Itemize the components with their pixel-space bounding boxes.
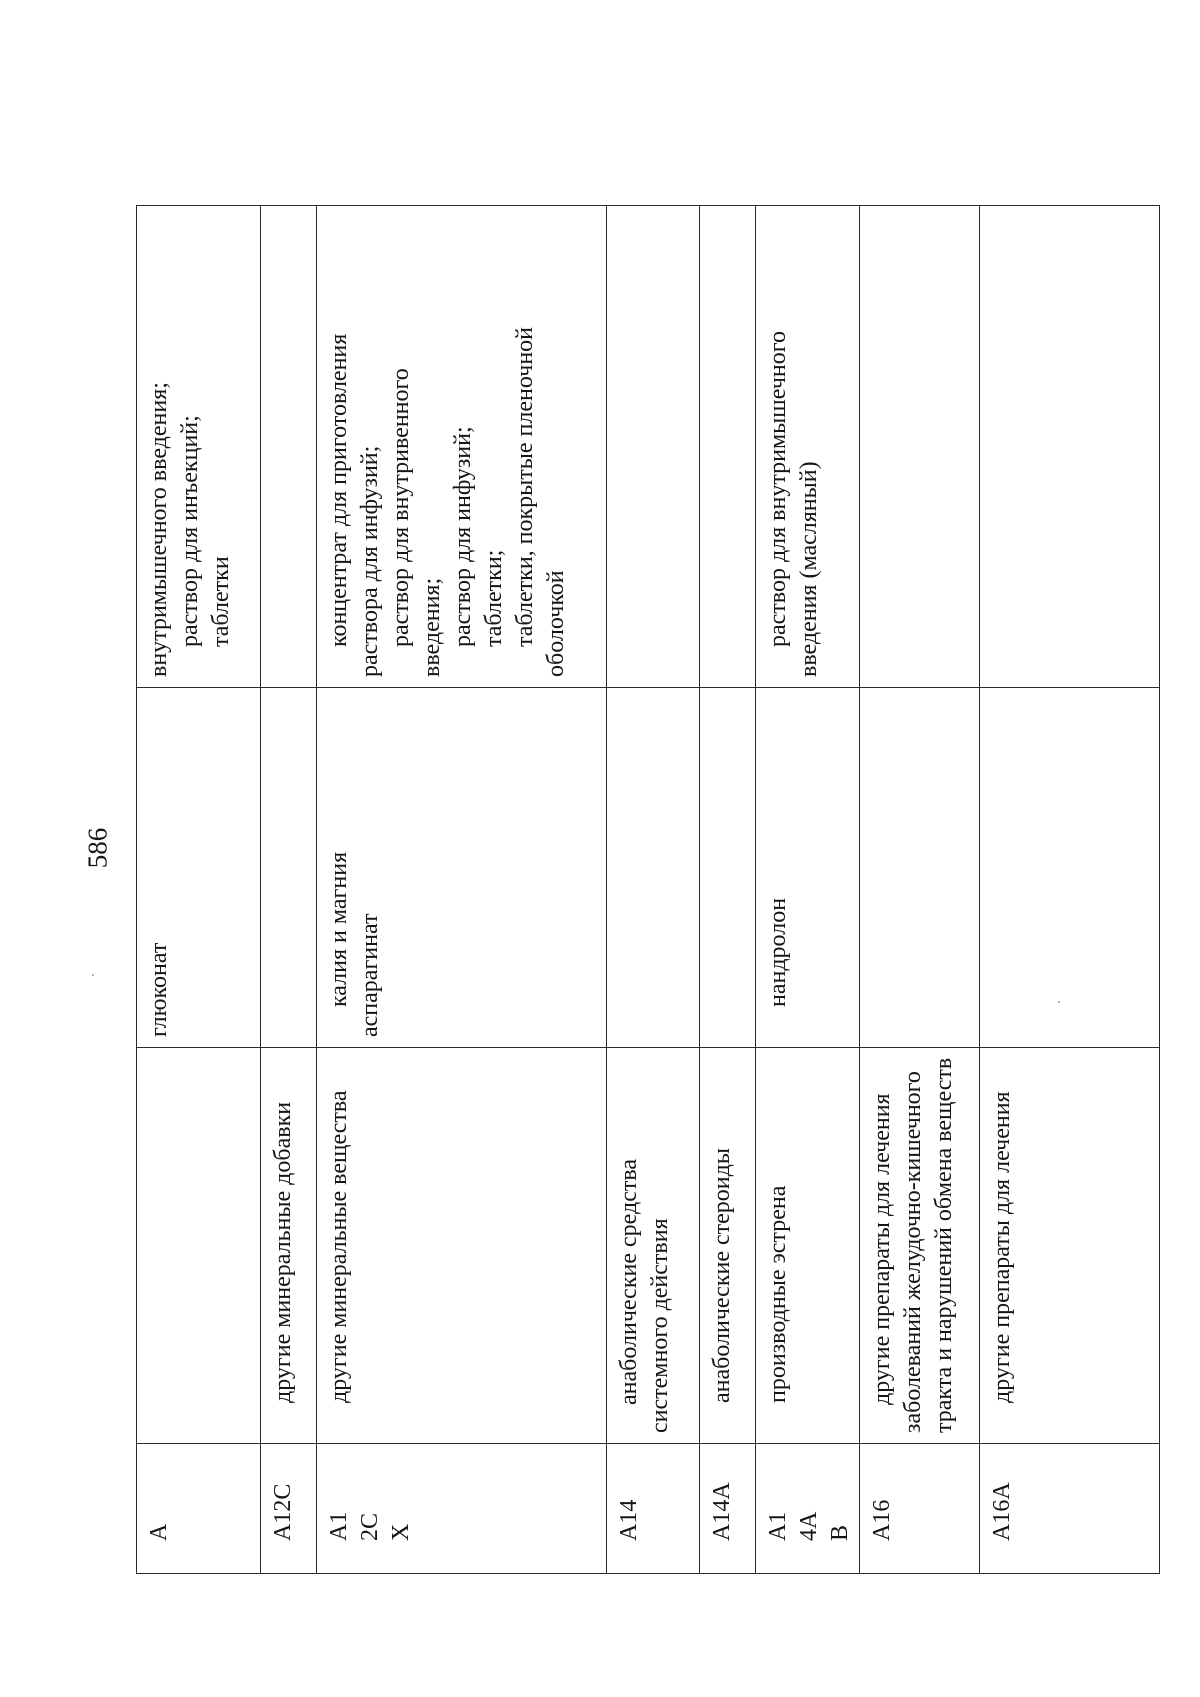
dosage-form-line: таблетки; [481,549,507,647]
atc-code-cell [980,1444,1160,1574]
atc-code-cell [860,1444,980,1574]
group-cell [756,1048,860,1444]
table-row [860,206,980,1574]
atc-code-cell [137,1444,261,1574]
group-cell [137,1048,261,1444]
dosage-form-line: внутримышечного введения; [146,382,172,677]
dosage-form-cell [317,206,607,688]
dosage-form-line: введения (масляный) [796,461,822,677]
atc-code-cell [700,1444,756,1574]
table-row [756,206,860,1574]
dosage-form-line: раствор для внутримышечного [765,331,791,647]
drug-name-line: калия и магния [326,851,352,1007]
group-cell [261,1048,317,1444]
table-row [317,206,607,1574]
group-name: другие препараты для лечения заболеваний желудочно-кишечного тракта и нарушений обмена веществ [869,1057,957,1433]
page-number-text: 586 [82,827,113,869]
atc-code: A16 [869,1499,895,1541]
group-name: производные эстрена [765,1185,791,1403]
drug-name-line: аспарагинат [357,913,383,1037]
atc-code: A14A [709,1482,735,1541]
table-row [700,206,756,1574]
atc-code-cell [756,1444,860,1574]
dosage-form-line: концентрат для приготовления [326,333,352,647]
drug-classification-table [136,205,1160,1574]
table-row [261,206,317,1574]
table-row [607,206,700,1574]
drug-name-cell [756,688,860,1048]
dosage-form-line: раствор для внутривенного [388,368,414,647]
drug-name-cell [607,688,700,1048]
group-cell [317,1048,607,1444]
atc-code: A12CX [326,1511,414,1541]
dosage-form-line: раствор для инфузий; [450,426,476,647]
dosage-form-line: раствор для инъекций; [177,415,203,647]
atc-code: A14AB [765,1511,853,1541]
atc-code-cell [261,1444,317,1574]
dosage-form-line: оболочкой [543,570,569,677]
dosage-form-cell [860,206,980,688]
table-row [980,206,1160,1574]
atc-code: A [146,1523,172,1541]
dosage-form-line: таблетки, покрытые пленочной [512,326,538,647]
drug-name-cell [261,688,317,1048]
dosage-form-cell [607,206,700,688]
table-row [137,206,261,1574]
dosage-form-line: раствора для инфузий; [357,445,383,677]
group-cell [980,1048,1160,1444]
dosage-form-cell [261,206,317,688]
atc-code: A12C [270,1483,296,1541]
group-name: другие минеральные вещества [326,1090,352,1403]
drug-name-cell [700,688,756,1048]
rotated-table-container [136,206,1150,1574]
atc-code: A16A [989,1482,1015,1541]
drug-name-line: глюконат [146,942,172,1037]
drug-name-cell [137,688,261,1048]
group-cell [700,1048,756,1444]
drug-name-cell [980,688,1160,1048]
group-name: другие минеральные добавки [270,1101,296,1403]
dosage-form-cell [980,206,1160,688]
group-name: анаболические стероиды [709,1148,735,1403]
dosage-form-line: таблетки [208,556,234,647]
group-name: другие препараты для лечения [989,1091,1015,1403]
dosage-form-cell [756,206,860,688]
scan-speck [92,974,94,976]
atc-code: A14 [616,1499,642,1541]
dosage-form-cell [137,206,261,688]
drug-name-line: нандролон [765,897,791,1007]
group-cell [607,1048,700,1444]
drug-name-cell [860,688,980,1048]
drug-name-cell [317,688,607,1048]
atc-code-cell [317,1444,607,1574]
atc-code-cell [607,1444,700,1574]
group-name: анаболические средства системного действия [616,1159,673,1433]
group-cell [860,1048,980,1444]
dosage-form-cell [700,206,756,688]
dosage-form-line: введения; [419,577,445,677]
